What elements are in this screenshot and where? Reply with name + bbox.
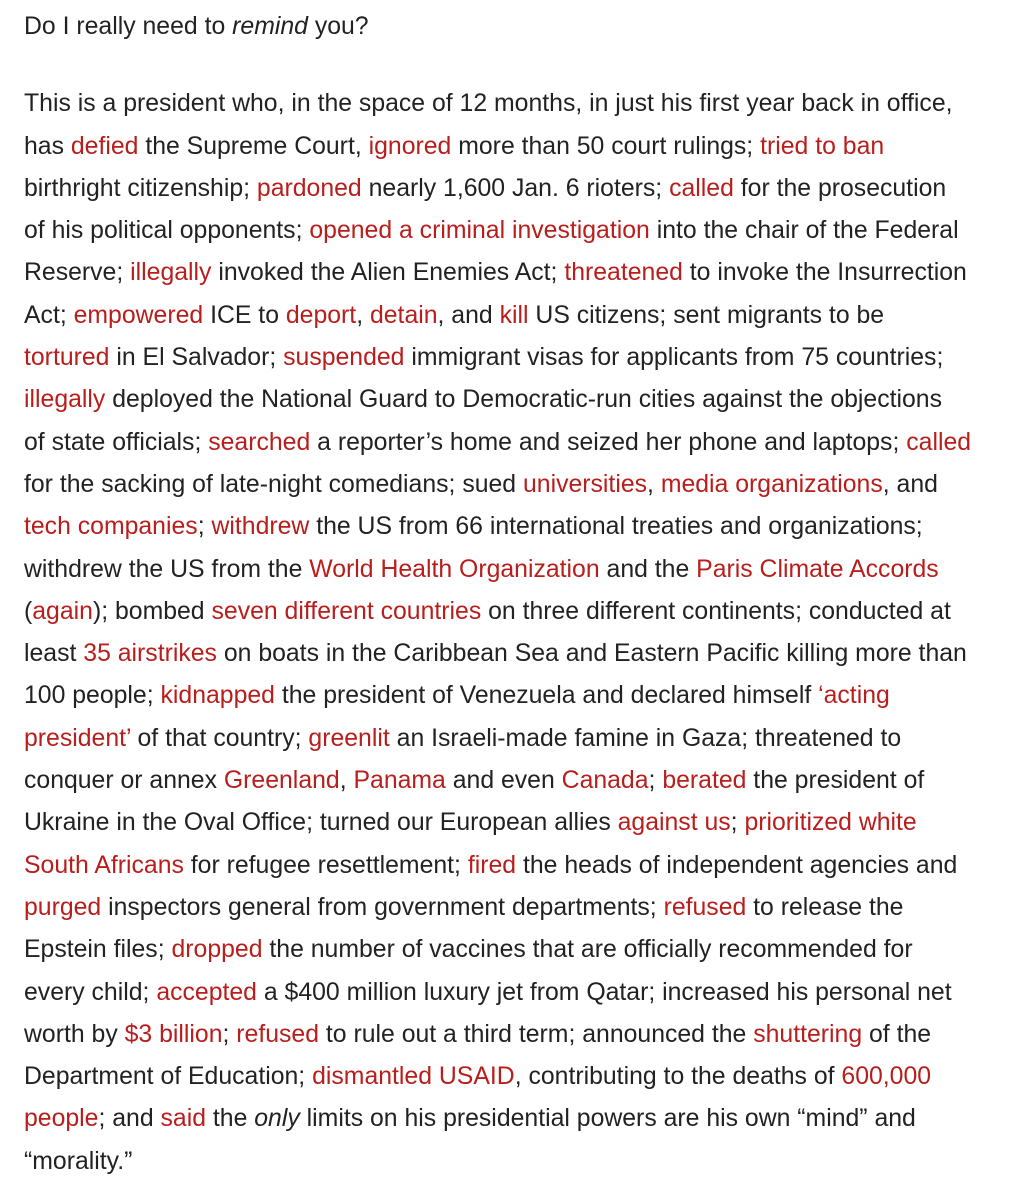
text-run: Act;	[24, 301, 74, 329]
text-run: conquer or annex	[24, 767, 224, 795]
intro-line	[24, 6, 1028, 48]
paragraph-line	[24, 718, 1028, 760]
text-run: ,	[339, 767, 354, 795]
text-run: ;	[730, 809, 745, 837]
paragraph-line	[24, 1014, 1028, 1056]
text-run: ICE to	[203, 301, 286, 329]
inline-link[interactable]: people	[24, 1105, 99, 1133]
text-run: an Israeli-made famine in Gaza; threatened to	[389, 724, 902, 752]
text-run: the number of vaccines that are officially recommended for	[262, 936, 913, 964]
text-run: withdrew the US from the	[24, 555, 310, 583]
inline-link[interactable]: illegally	[130, 259, 212, 287]
text-run: the heads of independent agencies and	[516, 851, 958, 879]
inline-link[interactable]: purged	[24, 893, 102, 921]
paragraph-line	[24, 1098, 1028, 1140]
paragraph-line	[24, 591, 1028, 633]
inline-link[interactable]: president’	[24, 724, 131, 752]
paragraph-line	[24, 379, 1028, 421]
inline-link[interactable]: refused	[663, 893, 747, 921]
text-run: Department of Education;	[24, 1063, 313, 1091]
text-run: ,	[356, 301, 370, 329]
text-run: limits on his presidential powers are his own “mind” and	[299, 1105, 916, 1133]
text-run: nearly 1,600 Jan. 6 rioters;	[361, 174, 670, 202]
inline-link[interactable]: ignored	[368, 132, 452, 160]
paragraph-line	[24, 210, 1028, 252]
paragraph-line	[24, 887, 1028, 929]
text-run: on boats in the Caribbean Sea and Eastern Pacific killing more than	[216, 640, 967, 668]
text-run: of that country;	[130, 724, 309, 752]
inline-link[interactable]: tech companies	[24, 513, 198, 541]
text-run: Reserve;	[24, 259, 131, 287]
text-run: ); bombed	[92, 597, 212, 625]
text-run: and the	[599, 555, 697, 583]
paragraph-line	[24, 422, 1028, 464]
body-paragraph	[24, 83, 1028, 1183]
inline-link[interactable]: universities	[522, 470, 648, 498]
text-run: immigrant visas for applicants from 75 countries;	[404, 344, 944, 372]
paragraph-line	[24, 760, 1028, 802]
text-run: and even	[445, 767, 562, 795]
inline-link[interactable]: withdrew	[211, 513, 310, 541]
inline-link[interactable]: called	[906, 428, 972, 456]
text-run: ;	[197, 513, 212, 541]
inline-link[interactable]: dismantled USAID	[312, 1063, 515, 1091]
text-run: the	[206, 1105, 255, 1133]
inline-link[interactable]: detain	[369, 301, 438, 329]
text-run: , and	[882, 470, 938, 498]
inline-link[interactable]: called	[669, 174, 734, 202]
inline-link[interactable]: berated	[662, 767, 747, 795]
paragraph-line	[24, 168, 1028, 210]
intro-emphasis: remind	[232, 13, 308, 40]
text-run: 100 people;	[24, 682, 161, 710]
inline-link[interactable]: refused	[236, 1020, 319, 1048]
text-run: the president of	[746, 767, 925, 795]
text-run: invoked the Alien Enemies Act;	[211, 259, 565, 287]
text-run: to rule out a third term; announced the	[319, 1020, 754, 1048]
text-run: birthright citizenship;	[24, 174, 257, 202]
inline-link[interactable]: deport	[285, 301, 357, 329]
text-run: (	[24, 597, 33, 625]
text-run: more than 50 court rulings;	[451, 132, 761, 160]
text-run: has	[24, 132, 71, 160]
inline-link[interactable]: dropped	[171, 936, 263, 964]
text-run: worth by	[24, 1020, 125, 1048]
inline-link[interactable]: pardoned	[256, 174, 362, 202]
inline-link[interactable]: tried to ban	[760, 132, 885, 160]
paragraph-line	[24, 464, 1028, 506]
text-run: of the	[862, 1020, 932, 1048]
text-run: of his political opponents;	[24, 217, 310, 245]
paragraph-line	[24, 1056, 1028, 1098]
paragraph-line	[24, 1141, 1028, 1183]
text-run: This is a president who, in the space of 12 months, in just his first year back in office,	[24, 90, 953, 118]
inline-link[interactable]: illegally	[24, 386, 106, 414]
inline-link[interactable]: accepted	[156, 978, 257, 1006]
emphasized-text: only	[254, 1105, 300, 1133]
text-run: ; and	[98, 1105, 161, 1133]
inline-link[interactable]: Panama	[353, 767, 446, 795]
text-run: the US from 66 international treaties and organizations;	[309, 513, 923, 541]
inline-link[interactable]: fired	[467, 851, 517, 879]
inline-link[interactable]: opened a criminal investigation	[309, 217, 650, 245]
inline-link[interactable]: World Health Organization	[309, 555, 600, 583]
article-text	[24, 0, 1028, 1183]
text-run: to invoke the Insurrection	[682, 259, 967, 287]
inline-link[interactable]: against us	[617, 809, 731, 837]
inline-link[interactable]: kidnapped	[160, 682, 275, 710]
text-run: inspectors general from government departments;	[101, 893, 664, 921]
text-run: the president of Venezuela and declared himself	[274, 682, 819, 710]
inline-link[interactable]: defied	[70, 132, 139, 160]
inline-link[interactable]: ‘acting	[818, 682, 890, 710]
inline-link[interactable]: Greenland	[223, 767, 340, 795]
paragraph-line	[24, 633, 1028, 675]
inline-link[interactable]: kill	[499, 301, 529, 329]
paragraph-line	[24, 506, 1028, 548]
paragraph-line	[24, 929, 1028, 971]
inline-link[interactable]: searched	[208, 428, 311, 456]
inline-link[interactable]: prioritized white	[744, 809, 917, 837]
inline-link[interactable]: empowered	[73, 301, 204, 329]
text-run: for the sacking of late-night comedians; sued	[24, 470, 523, 498]
intro-text: Do I really need to	[24, 13, 233, 40]
text-run: to release the	[746, 893, 904, 921]
inline-link[interactable]: greenlit	[308, 724, 390, 752]
inline-link[interactable]: 35 airstrikes	[83, 640, 217, 668]
paragraph-line	[24, 972, 1028, 1014]
text-run: least	[24, 640, 84, 668]
text-run: US citizens; sent migrants to be	[528, 301, 885, 329]
text-run: on three different continents; conducted at	[481, 597, 951, 625]
text-run: a $400 million luxury jet from Qatar; increased his personal net	[256, 978, 952, 1006]
text-run: for the prosecution	[733, 174, 947, 202]
intro-text-end: you?	[307, 13, 369, 40]
inline-link[interactable]: suspended	[283, 344, 405, 372]
text-run: , and	[437, 301, 500, 329]
text-run: Ukraine in the Oval Office; turned our European allies	[24, 809, 618, 837]
inline-link[interactable]: seven different countries	[211, 597, 482, 625]
inline-link[interactable]: South Africans	[24, 851, 184, 879]
text-run: in El Salvador;	[109, 344, 284, 372]
text-run: Epstein files;	[24, 936, 172, 964]
text-run: , contributing to the deaths of	[514, 1063, 842, 1091]
inline-link[interactable]: threatened	[564, 259, 683, 287]
text-run: every child;	[24, 978, 157, 1006]
inline-link[interactable]: $3 billion	[124, 1020, 223, 1048]
text-run: into the chair of the Federal	[649, 217, 959, 245]
paragraph-line	[24, 675, 1028, 717]
inline-link[interactable]: 600,000	[841, 1063, 932, 1091]
paragraph-line	[24, 252, 1028, 294]
text-run: ;	[648, 767, 663, 795]
paragraph-line	[24, 295, 1028, 337]
inline-link[interactable]: tortured	[24, 344, 110, 372]
inline-link[interactable]: shuttering	[753, 1020, 863, 1048]
inline-link[interactable]: again	[32, 597, 93, 625]
text-run: deployed the National Guard to Democratic-run cities against the objections	[105, 386, 942, 414]
text-run: the Supreme Court,	[138, 132, 369, 160]
text-run: for refugee resettlement;	[183, 851, 468, 879]
paragraph-line	[24, 802, 1028, 844]
paragraph-line	[24, 549, 1028, 591]
text-run: a reporter’s home and seized her phone and laptops;	[310, 428, 907, 456]
text-run: ;	[222, 1020, 237, 1048]
text-run: “morality.”	[24, 1147, 133, 1175]
paragraph-line	[24, 126, 1028, 168]
paragraph-line	[24, 337, 1028, 379]
inline-link[interactable]: Canada	[561, 767, 649, 795]
text-run: ,	[647, 470, 661, 498]
inline-link[interactable]: media organizations	[660, 470, 883, 498]
text-run: of state officials;	[24, 428, 209, 456]
inline-link[interactable]: Paris Climate Accords	[696, 555, 939, 583]
inline-link[interactable]: said	[160, 1105, 207, 1133]
paragraph-line	[24, 83, 1028, 125]
paragraph-line	[24, 845, 1028, 887]
